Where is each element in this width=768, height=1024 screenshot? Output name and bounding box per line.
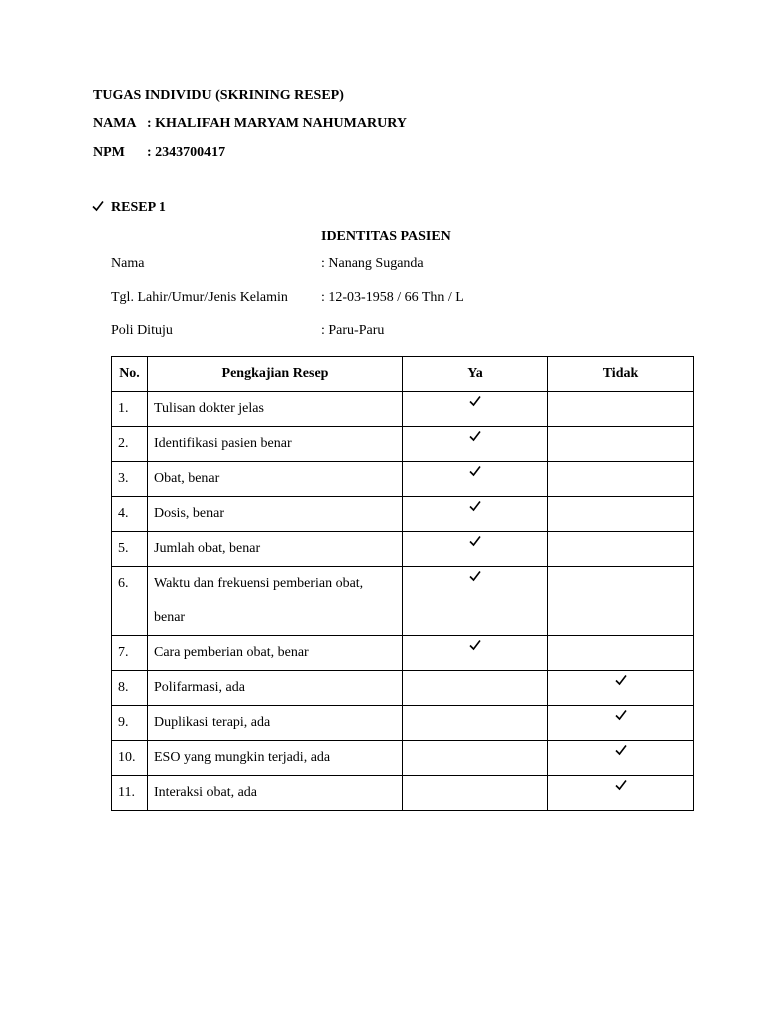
- check-icon: [92, 200, 104, 217]
- npm-value: : 2343700417: [147, 145, 226, 160]
- row-number: 9.: [112, 706, 148, 741]
- row-number: 8.: [112, 671, 148, 706]
- table-row: [112, 462, 694, 497]
- row-tidak-cell: [548, 776, 694, 811]
- column-header-tidak: Tidak: [548, 357, 694, 392]
- row-item: Interaksi obat, ada: [148, 776, 403, 811]
- row-ya-cell: [403, 636, 548, 671]
- row-item: [148, 567, 403, 636]
- row-item: Obat, benar: [148, 462, 403, 497]
- check-icon: [469, 430, 481, 442]
- check-icon: [469, 535, 481, 547]
- row-item: ESO yang mungkin terjadi, ada: [148, 741, 403, 776]
- row-item: Duplikasi terapi, ada: [148, 706, 403, 741]
- row-number: 5.: [112, 532, 148, 567]
- row-item: Jumlah obat, benar: [148, 532, 403, 567]
- row-tidak-cell: [548, 462, 694, 497]
- row-number: 10.: [112, 741, 148, 776]
- patient-field-label: Tgl. Lahir/Umur/Jenis Kelamin: [111, 290, 288, 305]
- table-row: [112, 567, 694, 636]
- row-ya-cell: [403, 532, 548, 567]
- row-number: 3.: [112, 462, 148, 497]
- check-icon: [469, 500, 481, 512]
- row-item-line: Waktu dan frekuensi pemberian obat,: [154, 576, 364, 591]
- row-ya-cell: [403, 497, 548, 532]
- row-tidak-cell: [548, 567, 694, 636]
- row-item: Dosis, benar: [148, 497, 403, 532]
- patient-field-label: Nama: [111, 256, 145, 271]
- row-number: 2.: [112, 427, 148, 462]
- row-tidak-cell: [548, 392, 694, 427]
- row-number: 4.: [112, 497, 148, 532]
- row-item: Tulisan dokter jelas: [148, 392, 403, 427]
- row-item: Cara pemberian obat, benar: [148, 636, 403, 671]
- row-ya-cell: [403, 462, 548, 497]
- row-item: Polifarmasi, ada: [148, 671, 403, 706]
- section-label: RESEP 1: [111, 200, 166, 215]
- row-ya-cell: [403, 776, 548, 811]
- patient-field-value: : Nanang Suganda: [321, 256, 424, 271]
- row-item-line: benar: [154, 610, 186, 625]
- patient-heading: IDENTITAS PASIEN: [321, 229, 451, 244]
- row-number: 6.: [112, 567, 148, 636]
- row-ya-cell: [403, 671, 548, 706]
- row-tidak-cell: [548, 706, 694, 741]
- check-icon: [469, 570, 481, 582]
- column-header-ya: Ya: [403, 357, 548, 392]
- patient-field-value: : Paru-Paru: [321, 323, 385, 338]
- check-icon: [469, 465, 481, 477]
- table-row: [112, 776, 694, 811]
- check-icon: [615, 709, 627, 721]
- row-number: 11.: [112, 776, 148, 811]
- prescription-review-table: [111, 356, 694, 811]
- table-row: [112, 392, 694, 427]
- table-row: [112, 671, 694, 706]
- row-ya-cell: [403, 427, 548, 462]
- row-tidak-cell: [548, 497, 694, 532]
- row-tidak-cell: [548, 741, 694, 776]
- npm-label: NPM: [93, 145, 125, 160]
- table-row: [112, 741, 694, 776]
- row-number: 1.: [112, 392, 148, 427]
- check-icon: [469, 395, 481, 407]
- column-header-item: Pengkajian Resep: [148, 357, 403, 392]
- column-header-no: No.: [112, 357, 148, 392]
- row-number: 7.: [112, 636, 148, 671]
- patient-field-label: Poli Dituju: [111, 323, 173, 338]
- check-icon: [469, 639, 481, 651]
- row-tidak-cell: [548, 532, 694, 567]
- check-icon: [615, 779, 627, 791]
- table-row: [112, 497, 694, 532]
- document-title: TUGAS INDIVIDU (SKRINING RESEP): [93, 88, 344, 103]
- row-ya-cell: [403, 706, 548, 741]
- row-tidak-cell: [548, 636, 694, 671]
- row-tidak-cell: [548, 427, 694, 462]
- row-ya-cell: [403, 741, 548, 776]
- table-row: [112, 427, 694, 462]
- table-row: [112, 532, 694, 567]
- check-icon: [615, 744, 627, 756]
- name-label: NAMA: [93, 116, 137, 131]
- check-icon: [615, 674, 627, 686]
- row-ya-cell: [403, 392, 548, 427]
- row-tidak-cell: [548, 671, 694, 706]
- table-row: [112, 636, 694, 671]
- row-ya-cell: [403, 567, 548, 636]
- table-header-row: [112, 357, 694, 392]
- patient-field-value: : 12-03-1958 / 66 Thn / L: [321, 290, 464, 305]
- row-item: Identifikasi pasien benar: [148, 427, 403, 462]
- table-row: [112, 706, 694, 741]
- name-value: : KHALIFAH MARYAM NAHUMARURY: [147, 116, 407, 131]
